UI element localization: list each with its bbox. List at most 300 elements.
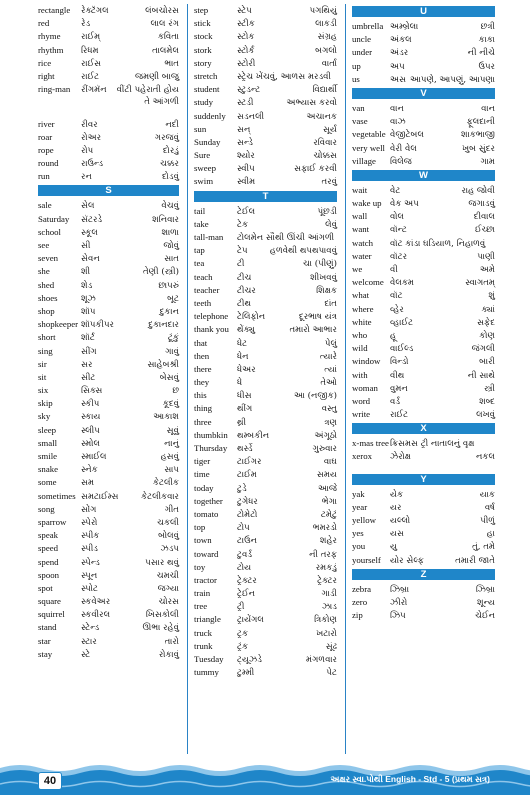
gujarati-pronunciation: ધીસ: [237, 391, 252, 402]
gujarati-pronunciation: વૉટ કાંડા ઘડિયાળ, નિહાળવું: [390, 238, 486, 249]
gujarati-meaning: કવિતા: [157, 32, 179, 43]
gujarati-pronunciation: રોપ: [81, 145, 94, 156]
english-word: village: [352, 155, 376, 166]
gujarati-meaning: રવિવાર: [313, 137, 337, 148]
dictionary-entry: [38, 371, 179, 384]
gujarati-meaning: સૂર્ય: [323, 124, 337, 135]
dictionary-entry: [352, 437, 495, 450]
dictionary-entry: [38, 30, 179, 43]
dictionary-entry: [194, 482, 337, 495]
gujarati-meaning: ચોક્કસ: [313, 151, 337, 162]
gujarati-meaning: સાત: [164, 254, 179, 265]
gujarati-pronunciation: ટોપ: [237, 523, 250, 534]
gujarati-meaning: છત્રી: [480, 22, 495, 32]
english-word: wait: [352, 184, 368, 195]
gujarati-pronunciation: સ્કીપ: [81, 399, 100, 410]
dictionary-entry: [38, 463, 179, 476]
dictionary-entry: [38, 450, 179, 463]
gujarati-meaning: ત્યારે: [319, 351, 337, 362]
gujarati-meaning: ટૂંકું: [167, 333, 179, 344]
english-word: tomato: [194, 508, 219, 519]
gujarati-pronunciation: વેક અપ: [390, 199, 419, 210]
dictionary-entry: [352, 583, 495, 596]
gujarati-meaning: ચમચી: [156, 570, 179, 581]
dictionary-entry: [194, 587, 337, 600]
gujarati-pronunciation: ઝિપ: [390, 611, 406, 622]
gujarati-meaning: અમે: [479, 265, 495, 275]
gujarati-meaning: આકાશ: [153, 412, 179, 423]
english-word: study: [194, 97, 214, 108]
english-word: tractor: [194, 574, 217, 585]
gujarati-meaning: ગામ: [480, 156, 495, 167]
gujarati-pronunciation: સ્ટડી: [237, 98, 254, 109]
gujarati-meaning: ગાડી: [321, 589, 337, 600]
gujarati-meaning: પૂંછડી: [317, 206, 337, 217]
dictionary-entry: [38, 4, 179, 17]
gujarati-meaning: ઊભા રહેવું: [142, 623, 179, 634]
gujarati-meaning: ત્રિકોણ: [314, 615, 337, 626]
gujarati-meaning: પસાર થવું: [145, 557, 179, 568]
gujarati-pronunciation: સી: [81, 241, 91, 251]
gujarati-meaning: ઉપર: [478, 61, 495, 72]
dictionary-entry: [38, 70, 179, 83]
english-word: there: [194, 363, 212, 374]
gujarati-meaning: ગીત: [164, 504, 179, 515]
english-word: stand: [38, 622, 57, 633]
gujarati-pronunciation: શી: [81, 267, 91, 278]
dictionary-entry: [352, 102, 495, 115]
english-word: that: [194, 337, 208, 348]
dictionary-entry: [352, 408, 495, 421]
dictionary-entry: [352, 514, 495, 527]
dictionary-entry: [352, 289, 495, 302]
english-word: yes: [352, 528, 364, 539]
dictionary-entry: [194, 257, 337, 270]
gujarati-meaning: સંગ્રહ: [317, 32, 337, 43]
dictionary-entry: [194, 402, 337, 415]
english-word: story: [194, 57, 212, 68]
english-word: top: [194, 522, 206, 533]
dictionary-entry: [352, 73, 495, 86]
gujarati-pronunciation: રેક્ટૅંગલ: [81, 6, 109, 16]
english-word: train: [194, 588, 211, 599]
english-word: tap: [194, 245, 205, 256]
gujarati-meaning: છાપરું: [158, 280, 179, 291]
english-word: with: [352, 369, 368, 380]
dictionary-entry: [352, 382, 495, 395]
english-word: yak: [352, 488, 365, 499]
dictionary-entry: [352, 369, 495, 382]
dictionary-entry: [38, 213, 179, 226]
english-word: tree: [194, 601, 208, 612]
english-word: ring-man: [38, 84, 71, 95]
gujarati-pronunciation: ધે: [237, 378, 243, 389]
dictionary-entry: [194, 162, 337, 175]
dictionary-entry: [194, 627, 337, 640]
english-word: sometimes: [38, 490, 76, 501]
gujarati-pronunciation: ટીચર: [237, 285, 256, 296]
english-word: stretch: [194, 70, 218, 81]
dictionary-entry: [194, 548, 337, 561]
gujarati-pronunciation: ધેટ: [237, 338, 248, 349]
english-word: roar: [38, 131, 53, 142]
gujarati-pronunciation: ટીચ: [237, 272, 252, 283]
dictionary-entry: [194, 561, 337, 574]
gujarati-pronunciation: રોઅર: [81, 132, 102, 143]
gujarati-pronunciation: યેક: [390, 489, 404, 500]
english-word: stock: [194, 31, 213, 42]
dictionary-entry: [38, 529, 179, 542]
english-word: umbrella: [352, 21, 384, 31]
english-word: you: [352, 541, 366, 552]
dictionary-entry: [194, 363, 337, 376]
english-word: wall: [352, 211, 368, 222]
english-word: sale: [38, 200, 52, 211]
english-word: white: [352, 316, 372, 327]
english-word: sparrow: [38, 516, 67, 527]
gujarati-pronunciation: યસ: [390, 529, 404, 540]
gujarati-meaning: શૂન્ય: [477, 597, 495, 608]
english-word: Sure: [194, 150, 211, 161]
gujarati-pronunciation: શેડ: [81, 280, 93, 291]
dictionary-entry: [352, 501, 495, 514]
english-word: sit: [38, 371, 47, 382]
gujarati-pronunciation: અમ્બ્રેલા: [390, 22, 419, 32]
gujarati-pronunciation: વાઈલ્ડ: [390, 344, 414, 355]
gujarati-meaning: લેવું: [325, 219, 337, 230]
gujarati-pronunciation: શૉપકીપર: [81, 320, 114, 331]
dictionary-entry: [38, 437, 179, 450]
dictionary-entry: [352, 155, 495, 168]
column-2: [194, 4, 337, 679]
english-word: take: [194, 218, 209, 229]
english-word: who: [352, 329, 368, 340]
dictionary-entry: [194, 534, 337, 547]
gujarati-meaning: શાળા: [161, 227, 179, 238]
gujarati-meaning: વીંટી પહેરાતી હોય: [116, 85, 179, 96]
english-word: yellow: [352, 515, 376, 525]
gujarati-pronunciation: ટુમ્મી: [237, 668, 255, 679]
gujarati-meaning: ક્યાં: [481, 304, 495, 315]
dictionary-entry: [352, 395, 495, 408]
gujarati-meaning: ભેગા: [321, 496, 337, 507]
gujarati-pronunciation: ટાઈમ: [237, 470, 257, 481]
gujarati-meaning: ચોરસ: [158, 597, 179, 608]
gujarati-pronunciation: યુ: [390, 542, 398, 553]
gujarati-pronunciation: સ્ટેપ: [237, 6, 252, 16]
gujarati-pronunciation: સ્નેક: [81, 465, 98, 476]
gujarati-pronunciation: થર્સ્ડે: [237, 444, 253, 454]
dictionary-entry: [194, 205, 337, 218]
dictionary-entry: [194, 44, 337, 57]
gujarati-meaning: ટમેટું: [320, 509, 337, 520]
gujarati-meaning: પીળું: [480, 516, 495, 526]
gujarati-meaning: તારો: [164, 636, 179, 647]
gujarati-pronunciation: સેવન: [81, 254, 100, 265]
english-word: write: [352, 409, 371, 420]
english-word: rhythm: [38, 44, 64, 55]
gujarati-meaning: આપણે, આપણું, આપણા: [409, 74, 495, 85]
dictionary-entry: [194, 640, 337, 653]
gujarati-pronunciation: ટેઈલ: [237, 206, 256, 217]
column-3: [352, 4, 495, 622]
letter-header: U: [352, 6, 495, 17]
gujarati-pronunciation: ટોલમેન સૌથી ઊંચી આંગળી: [237, 233, 335, 243]
dictionary-entry: [194, 653, 337, 666]
dictionary-entry: [352, 184, 495, 197]
english-word: rhyme: [38, 31, 61, 42]
gujarati-pronunciation: વિન્ડો: [390, 357, 409, 368]
dictionary-entry: [194, 110, 337, 123]
dictionary-entry: [352, 276, 495, 289]
english-word: we: [352, 264, 363, 274]
gujarati-pronunciation: ટાઉન: [237, 536, 258, 547]
gujarati-meaning: નદી: [165, 119, 179, 130]
gujarati-meaning: તે આંગળી: [144, 97, 179, 108]
gujarati-pronunciation: સ્ટોર્ક: [237, 45, 255, 56]
dictionary-entry: [38, 57, 179, 70]
dictionary-entry: [352, 527, 495, 540]
english-word: short: [38, 332, 56, 343]
gujarati-pronunciation: ટ્રક: [237, 628, 249, 639]
gujarati-meaning: ઝાડ: [321, 602, 337, 613]
gujarati-pronunciation: વૉન્ટ: [390, 225, 407, 236]
gujarati-meaning: સાહેબશ્રી: [147, 359, 179, 370]
english-word: tail: [194, 205, 206, 216]
dictionary-entry: [194, 429, 337, 442]
gujarati-pronunciation: સ્ટાર: [81, 636, 97, 647]
gujarati-meaning: શું: [488, 291, 495, 302]
dictionary-entry: [38, 516, 179, 529]
gujarati-meaning: તેઓ: [320, 378, 337, 389]
gujarati-meaning: જગાડવું: [468, 199, 495, 210]
english-word: snake: [38, 464, 59, 475]
dictionary-entry: [38, 345, 179, 358]
dictionary-entry: [194, 96, 337, 109]
gujarati-pronunciation: રિધમ: [81, 45, 99, 56]
dictionary-entry: [194, 337, 337, 350]
gujarati-pronunciation: ટી: [237, 259, 245, 270]
english-word: thumbkin: [194, 429, 228, 440]
dictionary-entry: [194, 231, 337, 244]
english-word: stick: [194, 18, 211, 29]
english-word: toy: [194, 561, 206, 572]
gujarati-meaning: ફૂલદાની: [466, 117, 495, 128]
dictionary-entry: [352, 197, 495, 210]
gujarati-meaning: વર્ષ: [484, 502, 495, 513]
dictionary-entry: [38, 397, 179, 410]
dictionary-entry: [352, 20, 495, 33]
english-word: right: [38, 70, 55, 81]
gujarati-meaning: જગ્યા: [157, 583, 179, 594]
gujarati-pronunciation: સર: [81, 359, 93, 370]
gujarati-meaning: શિક્ષક: [316, 285, 337, 296]
dictionary-entry: [38, 503, 179, 516]
gujarati-meaning: જંગલી: [471, 344, 495, 355]
gujarati-meaning: દુકાન: [159, 306, 179, 317]
gujarati-meaning: દોરડું: [162, 145, 179, 156]
dictionary-entry: [38, 265, 179, 278]
gujarati-meaning: પેટ: [326, 668, 337, 679]
gujarati-meaning: દીવાલ: [473, 212, 495, 223]
gujarati-pronunciation: ક્રિસમસ ટ્રી નાતાલનું વૃક્ષ: [390, 439, 475, 450]
dictionary-entry: [194, 149, 337, 162]
gujarati-meaning: તું, તમે: [472, 542, 495, 553]
english-word: they: [194, 377, 210, 388]
gujarati-pronunciation: વિલેજ: [390, 156, 412, 167]
english-word: song: [38, 503, 55, 514]
gujarati-pronunciation: સ્ટીક: [237, 19, 255, 30]
gujarati-pronunciation: રાઈટ: [81, 71, 100, 82]
dictionary-entry: [194, 495, 337, 508]
gujarati-pronunciation: યર: [390, 502, 402, 513]
gujarati-pronunciation: ટ્યૂઝડે: [237, 655, 262, 665]
english-word: speed: [38, 543, 59, 554]
english-word: xerox: [352, 451, 373, 462]
gujarati-meaning: દૂરભાષ યંત્ર: [298, 312, 337, 323]
gujarati-meaning: અભ્યાસ કરવો: [286, 98, 337, 109]
dictionary-entry: [194, 416, 337, 429]
dictionary-entry: [38, 569, 179, 582]
dictionary-entry: [194, 271, 337, 284]
english-word: sleep: [38, 424, 57, 435]
dictionary-entry: [38, 199, 179, 212]
english-word: town: [194, 535, 212, 546]
dictionary-entry: [352, 128, 495, 141]
gujarati-meaning: કેટલીક: [152, 478, 179, 489]
english-word: yourself: [352, 554, 381, 565]
english-word: smile: [38, 451, 58, 461]
english-word: spoon: [38, 569, 60, 580]
gujarati-meaning: પેલું: [324, 338, 337, 349]
english-word: zip: [352, 610, 363, 621]
gujarati-meaning: સાપ: [164, 465, 179, 476]
gujarati-pronunciation: વુમન: [390, 383, 408, 394]
dictionary-entry: [194, 218, 337, 231]
dictionary-entry: [352, 596, 495, 609]
gujarati-meaning: ખિસકોલી: [145, 610, 179, 621]
gujarati-meaning: કાકા: [478, 35, 495, 46]
dictionary-entry: [38, 144, 179, 157]
english-word: sweep: [194, 163, 216, 174]
english-word: water: [352, 250, 372, 261]
english-word: tummy: [194, 667, 219, 678]
gujarati-meaning: દોડવું: [161, 172, 179, 183]
english-word: very well: [352, 142, 385, 153]
english-word: see: [38, 240, 50, 250]
english-word: truck: [194, 627, 213, 638]
gujarati-meaning: વાઘ: [323, 457, 337, 468]
gujarati-pronunciation: વેલકમ: [390, 278, 414, 289]
gujarati-meaning: ત્રણ: [324, 417, 337, 428]
english-word: Tuesday: [194, 654, 224, 664]
letter-header: Z: [352, 569, 495, 580]
gujarati-pronunciation: સ્માઈલ: [81, 452, 107, 462]
gujarati-pronunciation: સમ: [81, 478, 95, 489]
english-word: seven: [38, 253, 59, 264]
gujarati-pronunciation: ધેન: [237, 351, 249, 362]
gujarati-meaning: વાન: [481, 103, 495, 114]
gujarati-pronunciation: ટ્રેક્ટર: [237, 575, 257, 586]
gujarati-pronunciation: શૉપ: [81, 306, 96, 317]
dictionary-entry: [352, 329, 495, 342]
english-word: Thursday: [194, 443, 228, 453]
dictionary-entry: [38, 131, 179, 144]
english-word: shop: [38, 305, 55, 316]
dictionary-entry: [38, 157, 179, 170]
english-word: Saturday: [38, 213, 70, 224]
dictionary-entry: [38, 83, 179, 96]
english-word: this: [194, 390, 207, 401]
english-word: window: [352, 356, 381, 367]
dictionary-entry: [352, 263, 495, 276]
dictionary-entry: [38, 226, 179, 239]
dictionary-entry: [194, 244, 337, 257]
dictionary-entry: [194, 350, 337, 363]
gujarati-meaning: આ (નજીક): [293, 391, 337, 402]
gujarati-pronunciation: ઝિબ્રા: [390, 584, 410, 595]
english-word: stork: [194, 44, 212, 55]
gujarati-meaning: અંગૂઠો: [314, 430, 337, 441]
gujarati-pronunciation: સ્પોટ: [81, 583, 98, 594]
letter-header: X: [352, 423, 495, 434]
gujarati-pronunciation: થેંક્યુ: [237, 325, 256, 336]
gujarati-meaning: અચાનક: [306, 111, 337, 122]
english-word: swim: [194, 176, 214, 187]
english-word: Sunday: [194, 136, 221, 147]
gujarati-pronunciation: થમ્બકીન: [237, 430, 270, 441]
gujarati-pronunciation: શૂઝ: [81, 293, 96, 304]
gujarati-pronunciation: વૉટર: [390, 251, 408, 262]
dictionary-entry: [194, 4, 337, 17]
english-word: river: [38, 118, 55, 129]
gujarati-meaning: બૂટ: [167, 293, 179, 304]
english-word: then: [194, 350, 210, 361]
gujarati-meaning: જોવું: [163, 241, 179, 251]
dictionary-entry: [194, 323, 337, 336]
dictionary-entry: [194, 666, 337, 679]
english-word: step: [194, 5, 209, 15]
gujarati-pronunciation: વીથ: [390, 370, 405, 381]
english-word: teacher: [194, 284, 220, 295]
gujarati-meaning: ત્યાં: [324, 364, 337, 375]
english-word: teach: [194, 271, 213, 282]
gujarati-meaning: શાકભાજી: [461, 130, 495, 141]
gujarati-pronunciation: ટ્રી: [237, 602, 245, 613]
dictionary-entry: [38, 595, 179, 608]
gujarati-meaning: ગરજવું: [154, 132, 179, 143]
english-word: want: [352, 224, 370, 235]
english-word: time: [194, 469, 210, 480]
dictionary-entry: [38, 279, 179, 292]
column-divider: [187, 4, 188, 754]
english-word: run: [38, 171, 50, 182]
dictionary-entry: [38, 358, 179, 371]
dictionary-entry: [352, 33, 495, 46]
dictionary-entry: [38, 608, 179, 621]
gujarati-meaning: લાકડી: [315, 19, 337, 30]
english-word: uncle: [352, 34, 372, 45]
dictionary-entry: [38, 331, 179, 344]
dictionary-entry: [352, 303, 495, 316]
gujarati-meaning: લંબચોરસ: [145, 6, 179, 16]
gujarati-meaning: સ્વાગતમ્: [465, 278, 495, 289]
english-word: teeth: [194, 297, 212, 308]
gujarati-pronunciation: ટેલિફોન: [237, 312, 266, 323]
dictionary-entry: [352, 609, 495, 622]
english-word: tea: [194, 258, 205, 269]
gujarati-meaning: રમકડું: [315, 562, 337, 573]
